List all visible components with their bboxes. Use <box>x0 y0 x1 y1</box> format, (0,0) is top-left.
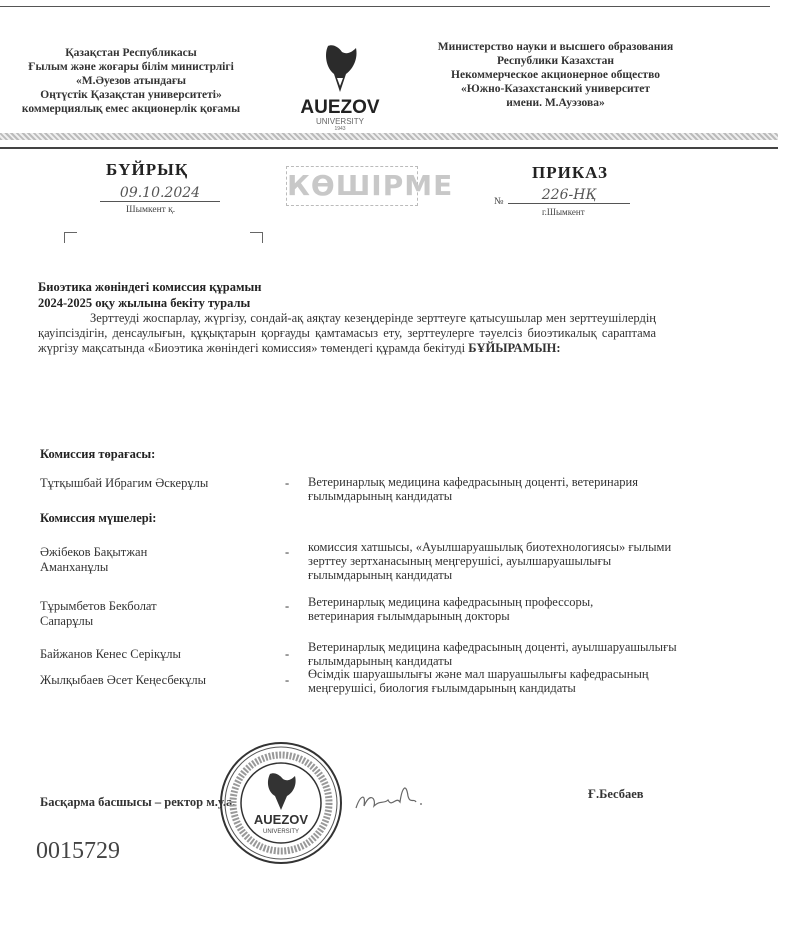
header-right-ru <box>398 40 713 110</box>
header-line: Министерство науки и высшего образования <box>437 41 674 53</box>
member-name: Байжанов Кенес Серікұлы <box>40 647 181 661</box>
member-dash: - <box>285 673 290 687</box>
ornament-band <box>0 133 778 140</box>
member-dash: - <box>285 476 290 490</box>
header-line: Оңтүстік Қазақстан университеті» <box>40 89 222 101</box>
chair-heading: Комиссия төрағасы: <box>40 447 156 461</box>
logo-name: AUEZOV <box>300 97 380 118</box>
logo-year: 1943 <box>334 126 346 132</box>
body-order-word: БҰЙЫРАМЫН: <box>468 341 561 355</box>
logo-sub: UNIVERSITY <box>315 117 364 126</box>
order-subject <box>38 279 261 311</box>
header-line: Қазақстан Республикасы <box>65 47 197 59</box>
member-desc: Ветеринарлық медицина кафедрасының профессоры, ветеринария ғылымдарының докторы <box>308 595 594 623</box>
member-dash: - <box>285 545 290 559</box>
seal-icon <box>218 740 344 866</box>
svg-text:UNIVERSITY: UNIVERSITY <box>262 829 300 835</box>
header-line: имени. М.Ауэзова» <box>506 97 605 109</box>
header-left-kz <box>0 46 262 116</box>
corner-mark-right <box>250 232 263 243</box>
order-number: 226-НҚ <box>508 187 630 204</box>
subject-line: Биоэтика жөніндегі комиссия құрамын <box>38 280 262 294</box>
header-line: Ғылым және жоғары білім министрлігі <box>28 61 234 73</box>
svg-text:AUEZOV: AUEZOV <box>253 812 309 827</box>
handwritten-signature <box>352 778 432 823</box>
signature-scribble-icon <box>352 778 432 818</box>
body-text: Зерттеуді жоспарлау, жүргізу, сондай-ақ аяқтау кезеңдерінде зерттеуге қатысушылар мен зерттеушілердің қауіпсіздігін, денсаулығын, құқықтарын қорғауды қамтамасыз ету, зерттеулерге тәуелсіз биоэтикалық сараптама жүргізу мақсатында «Биоэтика жөніндегі комиссия» төмендегі құрамда бекітуді <box>38 311 656 355</box>
header-rule <box>0 147 778 149</box>
signer-position: Басқарма басшысы – ректор м.у.а. <box>40 795 236 809</box>
member-dash: - <box>285 599 290 613</box>
order-title-kz: БҮЙРЫҚ <box>106 160 189 179</box>
header-line: коммерциялық емес акционерлік қоғамы <box>21 103 241 115</box>
header-line: «Южно-Казахстанский университет <box>460 83 651 95</box>
top-border <box>0 6 770 7</box>
member-name: Жылқыбаев Әсет Кеңесбекұлы <box>40 673 207 687</box>
city-ru: г.Шымкент <box>542 207 585 217</box>
header-line: «М.Әуезов атындағы <box>75 75 187 87</box>
copy-stamp: КӨШІРМЕ <box>286 166 418 206</box>
order-title-ru: ПРИКАЗ <box>532 163 608 182</box>
member-name: Әжібеков Бақытжан Аманханұлы <box>40 545 148 574</box>
bird-logo-icon <box>320 42 360 94</box>
signer-name: Ғ.Бесбаев <box>588 787 644 801</box>
document-serial-number: 0015729 <box>36 838 120 864</box>
city-kz: Шымкент қ. <box>126 205 176 215</box>
member-desc: Өсімдік шаруашылығы және мал шаруашылығы кафедрасының меңгерушісі, биология ғылымдарының кандидаты <box>308 667 649 695</box>
university-logo <box>300 42 380 132</box>
order-body <box>38 311 656 356</box>
member-name: Тұрымбетов Бекболат Сапарұлы <box>40 599 157 628</box>
corner-mark-left <box>64 232 77 243</box>
members-heading: Комиссия мүшелері: <box>40 511 157 525</box>
number-prefix: № <box>494 196 504 207</box>
header-line: Республики Казахстан <box>496 55 615 67</box>
member-desc: комиссия хатшысы, «Ауылшаруашылық биотехнологиясы» ғылыми зерттеу зертханасының меңгерушісі, ауылшаруашылығы ғылымдарының кандидаты <box>308 540 672 582</box>
member-desc: Ветеринарлық медицина кафедрасының доценті, ауылшаруашылығы ғылымдарының кандидаты <box>308 640 677 668</box>
official-seal <box>218 740 344 871</box>
member-dash: - <box>285 647 290 661</box>
subject-line: 2024-2025 оқу жылына бекіту туралы <box>38 296 251 310</box>
header-line: Некоммерческое акционерное общество <box>451 69 660 81</box>
member-desc: Ветеринарлық медицина кафедрасының доценті, ветеринария ғылымдарының кандидаты <box>308 475 638 503</box>
member-name: Тұтқышбай Ибрагим Әскерұлы <box>40 476 209 490</box>
order-date: 09.10.2024 <box>100 185 220 202</box>
